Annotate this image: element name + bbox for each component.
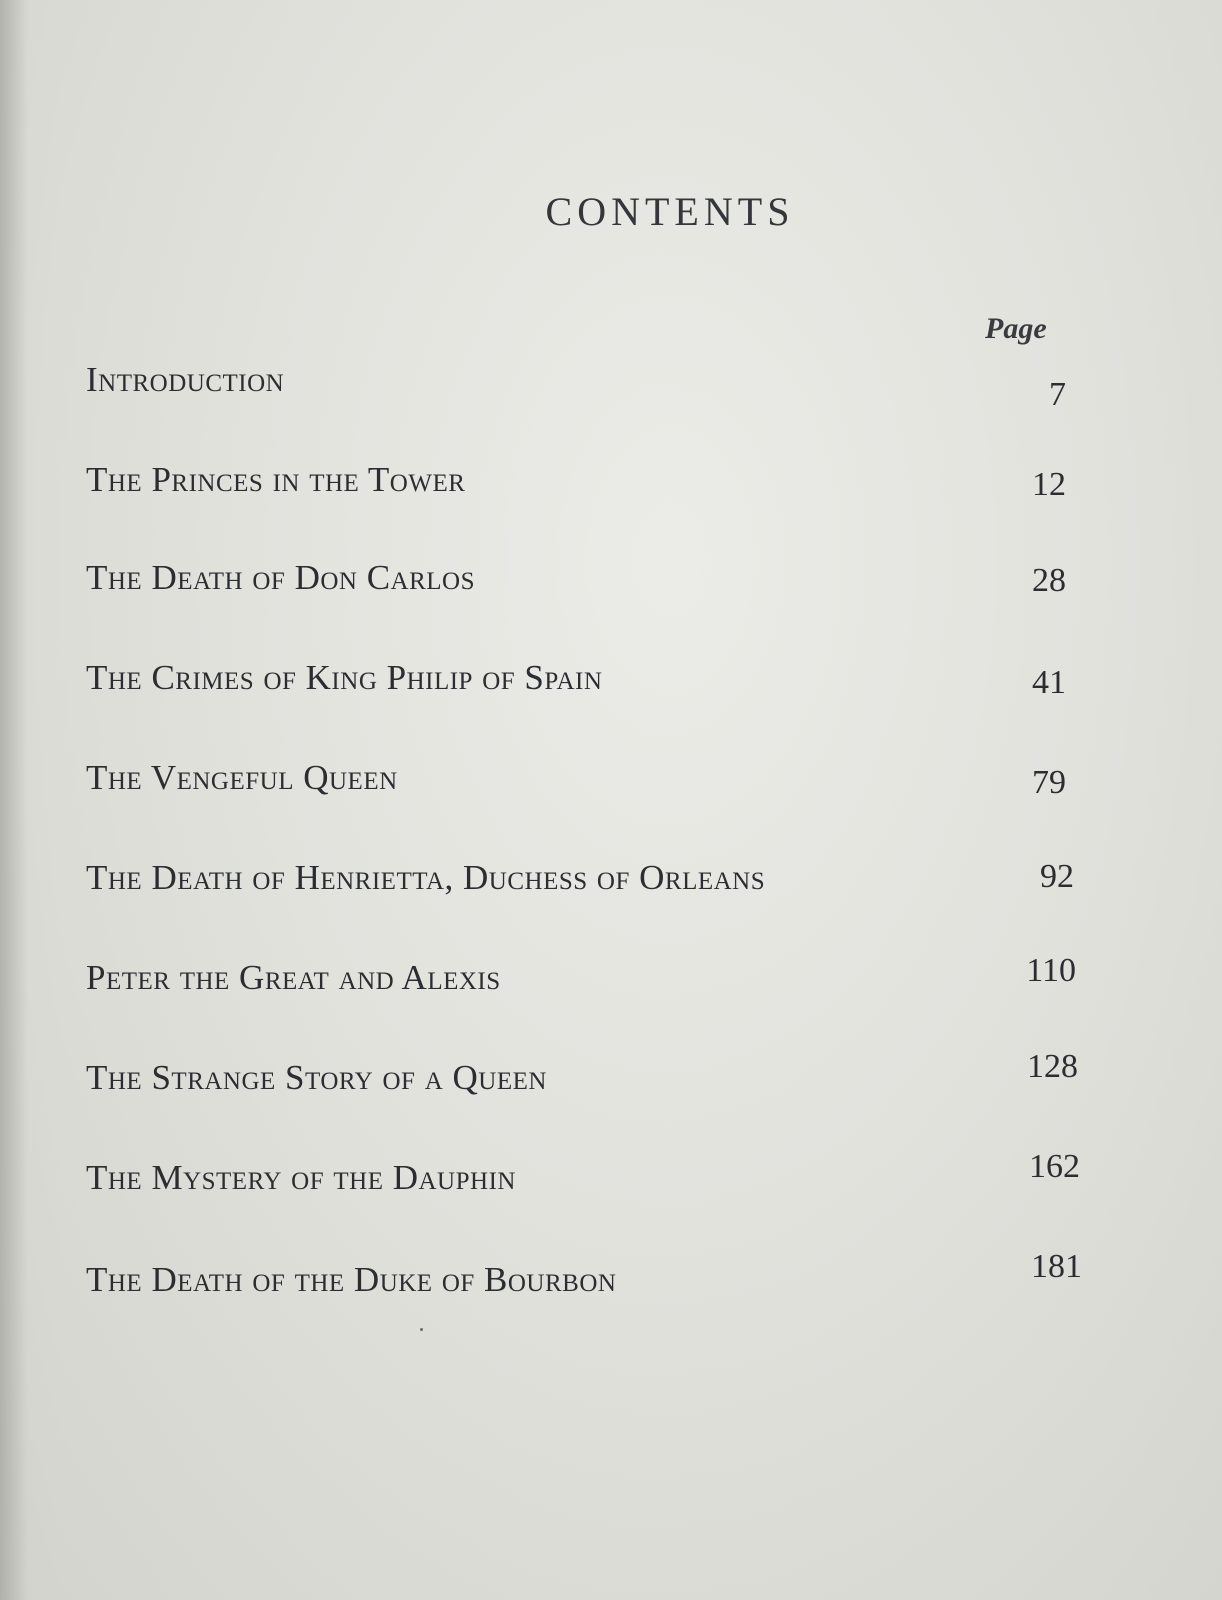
binding-shadow <box>0 0 28 1600</box>
toc-entry-title: The Death of Don Carlos <box>86 558 476 597</box>
toc-entry-page: 12 <box>1032 466 1066 503</box>
toc-entry <box>86 858 1074 918</box>
toc-entry-title: The Crimes of King Philip of Spain <box>86 658 603 697</box>
toc-entry-page: 128 <box>1027 1048 1078 1085</box>
toc-entry-page: 92 <box>1040 858 1074 895</box>
contents-heading: CONTENTS <box>545 189 795 234</box>
toc-entry-title: The Strange Story of a Queen <box>86 1058 547 1097</box>
toc-entry <box>86 758 1066 818</box>
toc-entry <box>86 558 1066 618</box>
toc-entry-title: Introduction <box>86 360 285 399</box>
toc-entry <box>86 952 1076 1018</box>
toc-entry <box>86 360 1066 420</box>
toc-entry-page: 28 <box>1032 562 1066 599</box>
toc-entry <box>86 460 1066 520</box>
toc-entry-title: The Death of the Duke of Bourbon <box>86 1260 617 1299</box>
toc-entry-title: The Mystery of the Dauphin <box>86 1158 516 1197</box>
toc-entry <box>86 1048 1078 1118</box>
toc-entry-page: 110 <box>1026 952 1076 989</box>
toc-entry-title: The Princes in the Tower <box>86 460 466 499</box>
toc-entry-page: 162 <box>1029 1148 1080 1185</box>
toc-entry-page: 7 <box>1049 376 1066 413</box>
paper-speck <box>420 1328 423 1331</box>
toc-entry-title: The Death of Henrietta, Duchess of Orleans <box>86 858 766 897</box>
toc-entry-title: The Vengeful Queen <box>86 758 398 797</box>
toc-entry-title: Peter the Great and Alexis <box>86 958 501 997</box>
toc-entry <box>86 1248 1082 1320</box>
page-column-label: Page <box>985 312 1047 345</box>
toc-entry-page: 41 <box>1032 664 1066 701</box>
toc-entry <box>86 1148 1080 1218</box>
toc-entry-page: 181 <box>1031 1248 1082 1285</box>
toc-entry-page: 79 <box>1032 764 1066 801</box>
toc-entry <box>86 658 1066 718</box>
